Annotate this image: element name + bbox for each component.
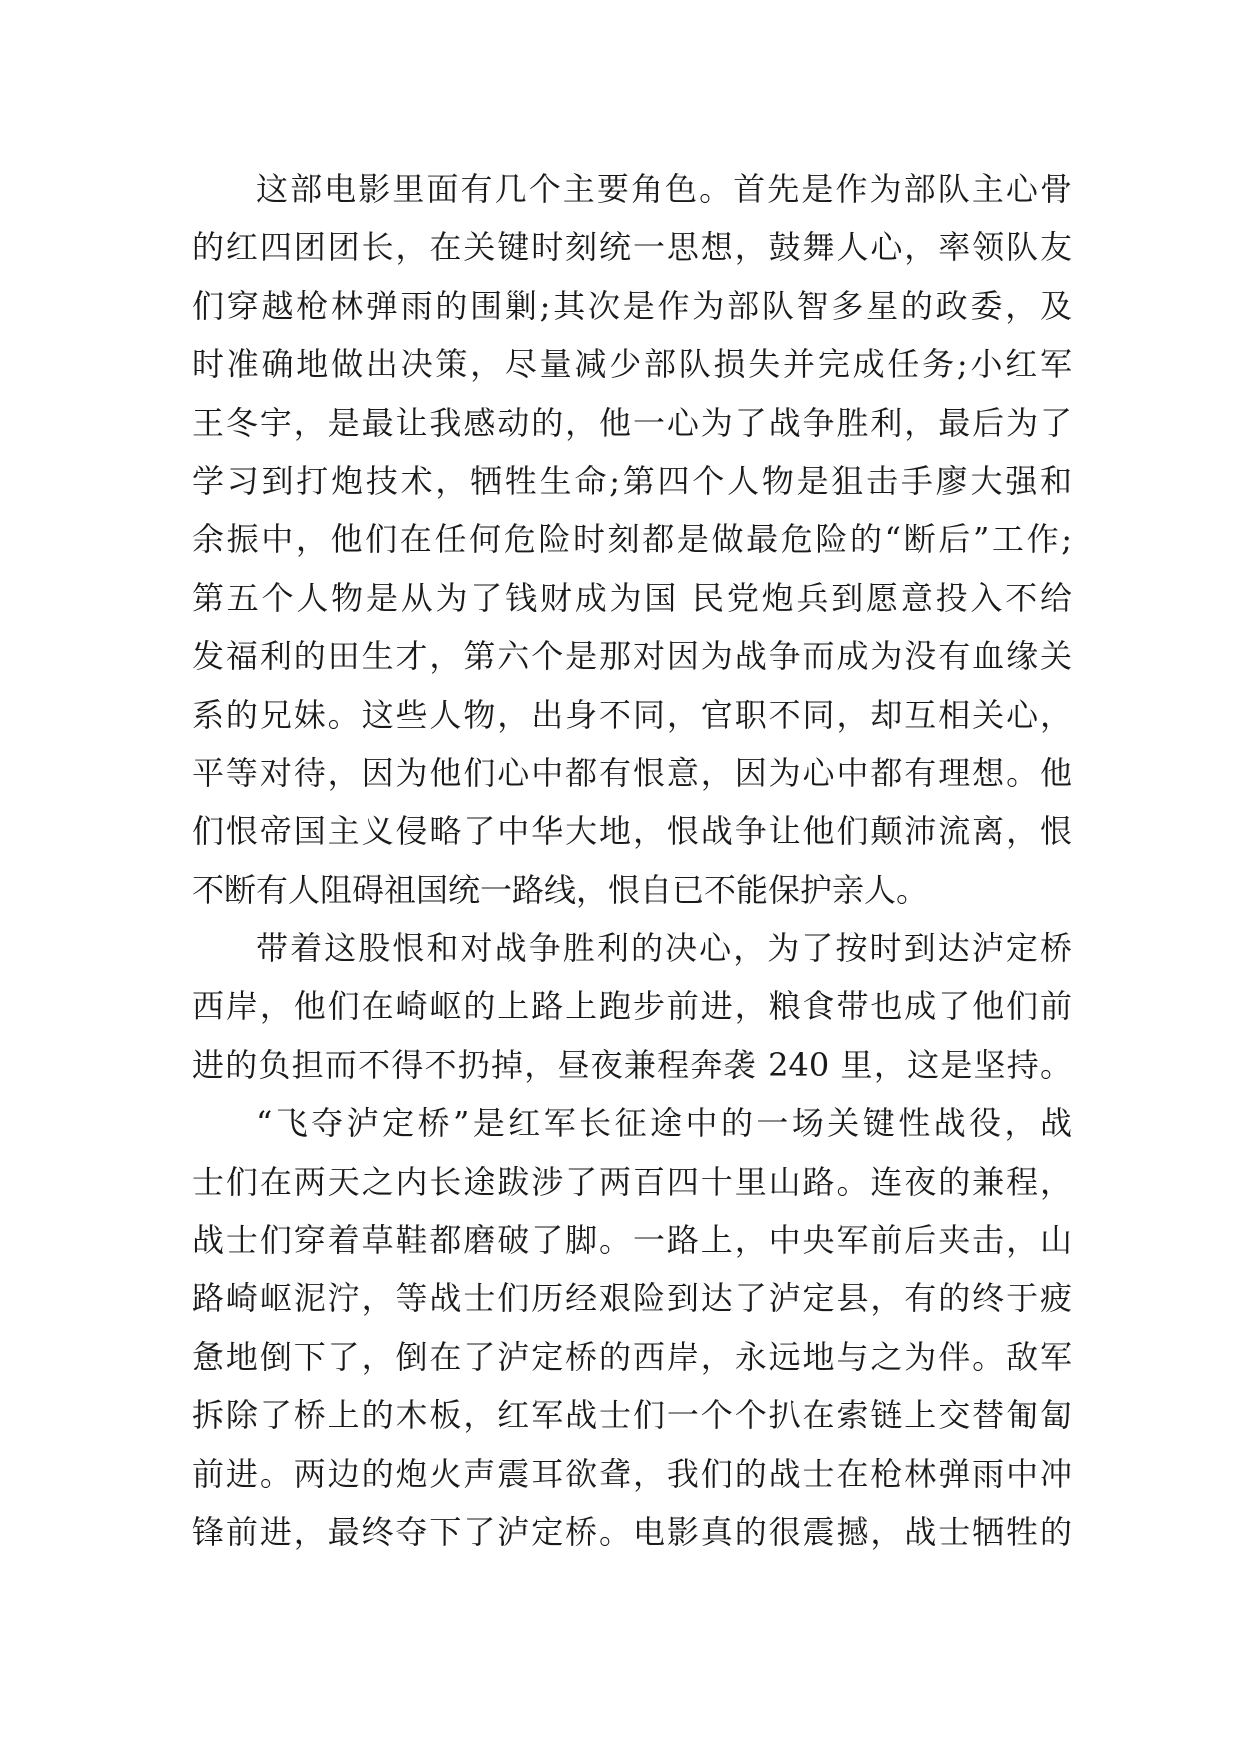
text-line: 带着这股恨和对战争胜利的决心，为了按时到达泸定桥 — [256, 929, 1072, 968]
text-line: “飞夺泸定桥”是红军长征途中的一场关键性战役，战 — [256, 1104, 1072, 1143]
text-line: 们恨帝国主义侵略了中华大地，恨战争让他们颠沛流离，恨 — [192, 812, 1072, 851]
paragraph-march — [192, 919, 1072, 1094]
text-line: 们穿越枪林弹雨的围剿;其次是作为部队智多星的政委，及 — [192, 286, 1072, 325]
text-line: 第五个人物是从为了钱财成为国 民党炮兵到愿意投入不给 — [192, 578, 1072, 617]
text-line: 路崎岖泥泞，等战士们历经艰险到达了泸定县，有的终于疲 — [192, 1279, 1072, 1318]
paragraph-luding-bridge — [192, 1094, 1072, 1561]
text-line: 西岸，他们在崎岖的上路上跑步前进，粮食带也成了他们前 — [192, 987, 1072, 1026]
text-line: 发福利的田生才，第六个是那对因为战争而成为没有血缘关 — [192, 637, 1072, 676]
body-text — [192, 160, 1072, 1561]
text-line: 这部电影里面有几个主要角色。首先是作为部队主心骨 — [256, 170, 1072, 208]
text-line: 士们在两天之内长途跋涉了两百四十里山路。连夜的兼程， — [192, 1162, 1072, 1201]
text-line: 时准确地做出决策，尽量减少部队损失并完成任务;小红军 — [192, 345, 1072, 384]
text-line: 平等对待，因为他们心中都有恨意，因为心中都有理想。他 — [192, 753, 1072, 792]
text-line: 系的兄妹。这些人物，出身不同，官职不同，却互相关心， — [192, 695, 1072, 734]
text-line: 不断有人阻碍祖国统一路线，恨自已不能保护亲人。 — [192, 870, 929, 909]
text-line: 的红四团团长，在关键时刻统一思想，鼓舞人心，率领队友 — [192, 228, 1072, 267]
paragraph-characters — [192, 160, 1072, 919]
text-line: 前进。两边的炮火声震耳欲聋，我们的战士在枪林弹雨中冲 — [192, 1454, 1072, 1493]
text-line: 王冬宇，是最让我感动的，他一心为了战争胜利，最后为了 — [192, 403, 1072, 442]
text-line: 进的负担而不得不扔掉，昼夜兼程奔袭 240 里，这是坚持。 — [192, 1045, 1072, 1084]
text-line: 余振中，他们在任何危险时刻都是做最危险的“断后”工作; — [192, 520, 1072, 559]
text-line: 惫地倒下了，倒在了泸定桥的西岸，永远地与之为伴。敌军 — [192, 1337, 1072, 1376]
text-line: 学习到打炮技术，牺牲生命;第四个人物是狙击手廖大强和 — [192, 461, 1072, 500]
text-line: 战士们穿着草鞋都磨破了脚。一路上，中央军前后夹击，山 — [192, 1221, 1072, 1260]
text-line: 拆除了桥上的木板，红军战士们一个个扒在索链上交替匍匐 — [192, 1396, 1072, 1435]
text-line: 锋前进，最终夺下了泸定桥。电影真的很震撼，战士牺牲的 — [192, 1512, 1072, 1551]
